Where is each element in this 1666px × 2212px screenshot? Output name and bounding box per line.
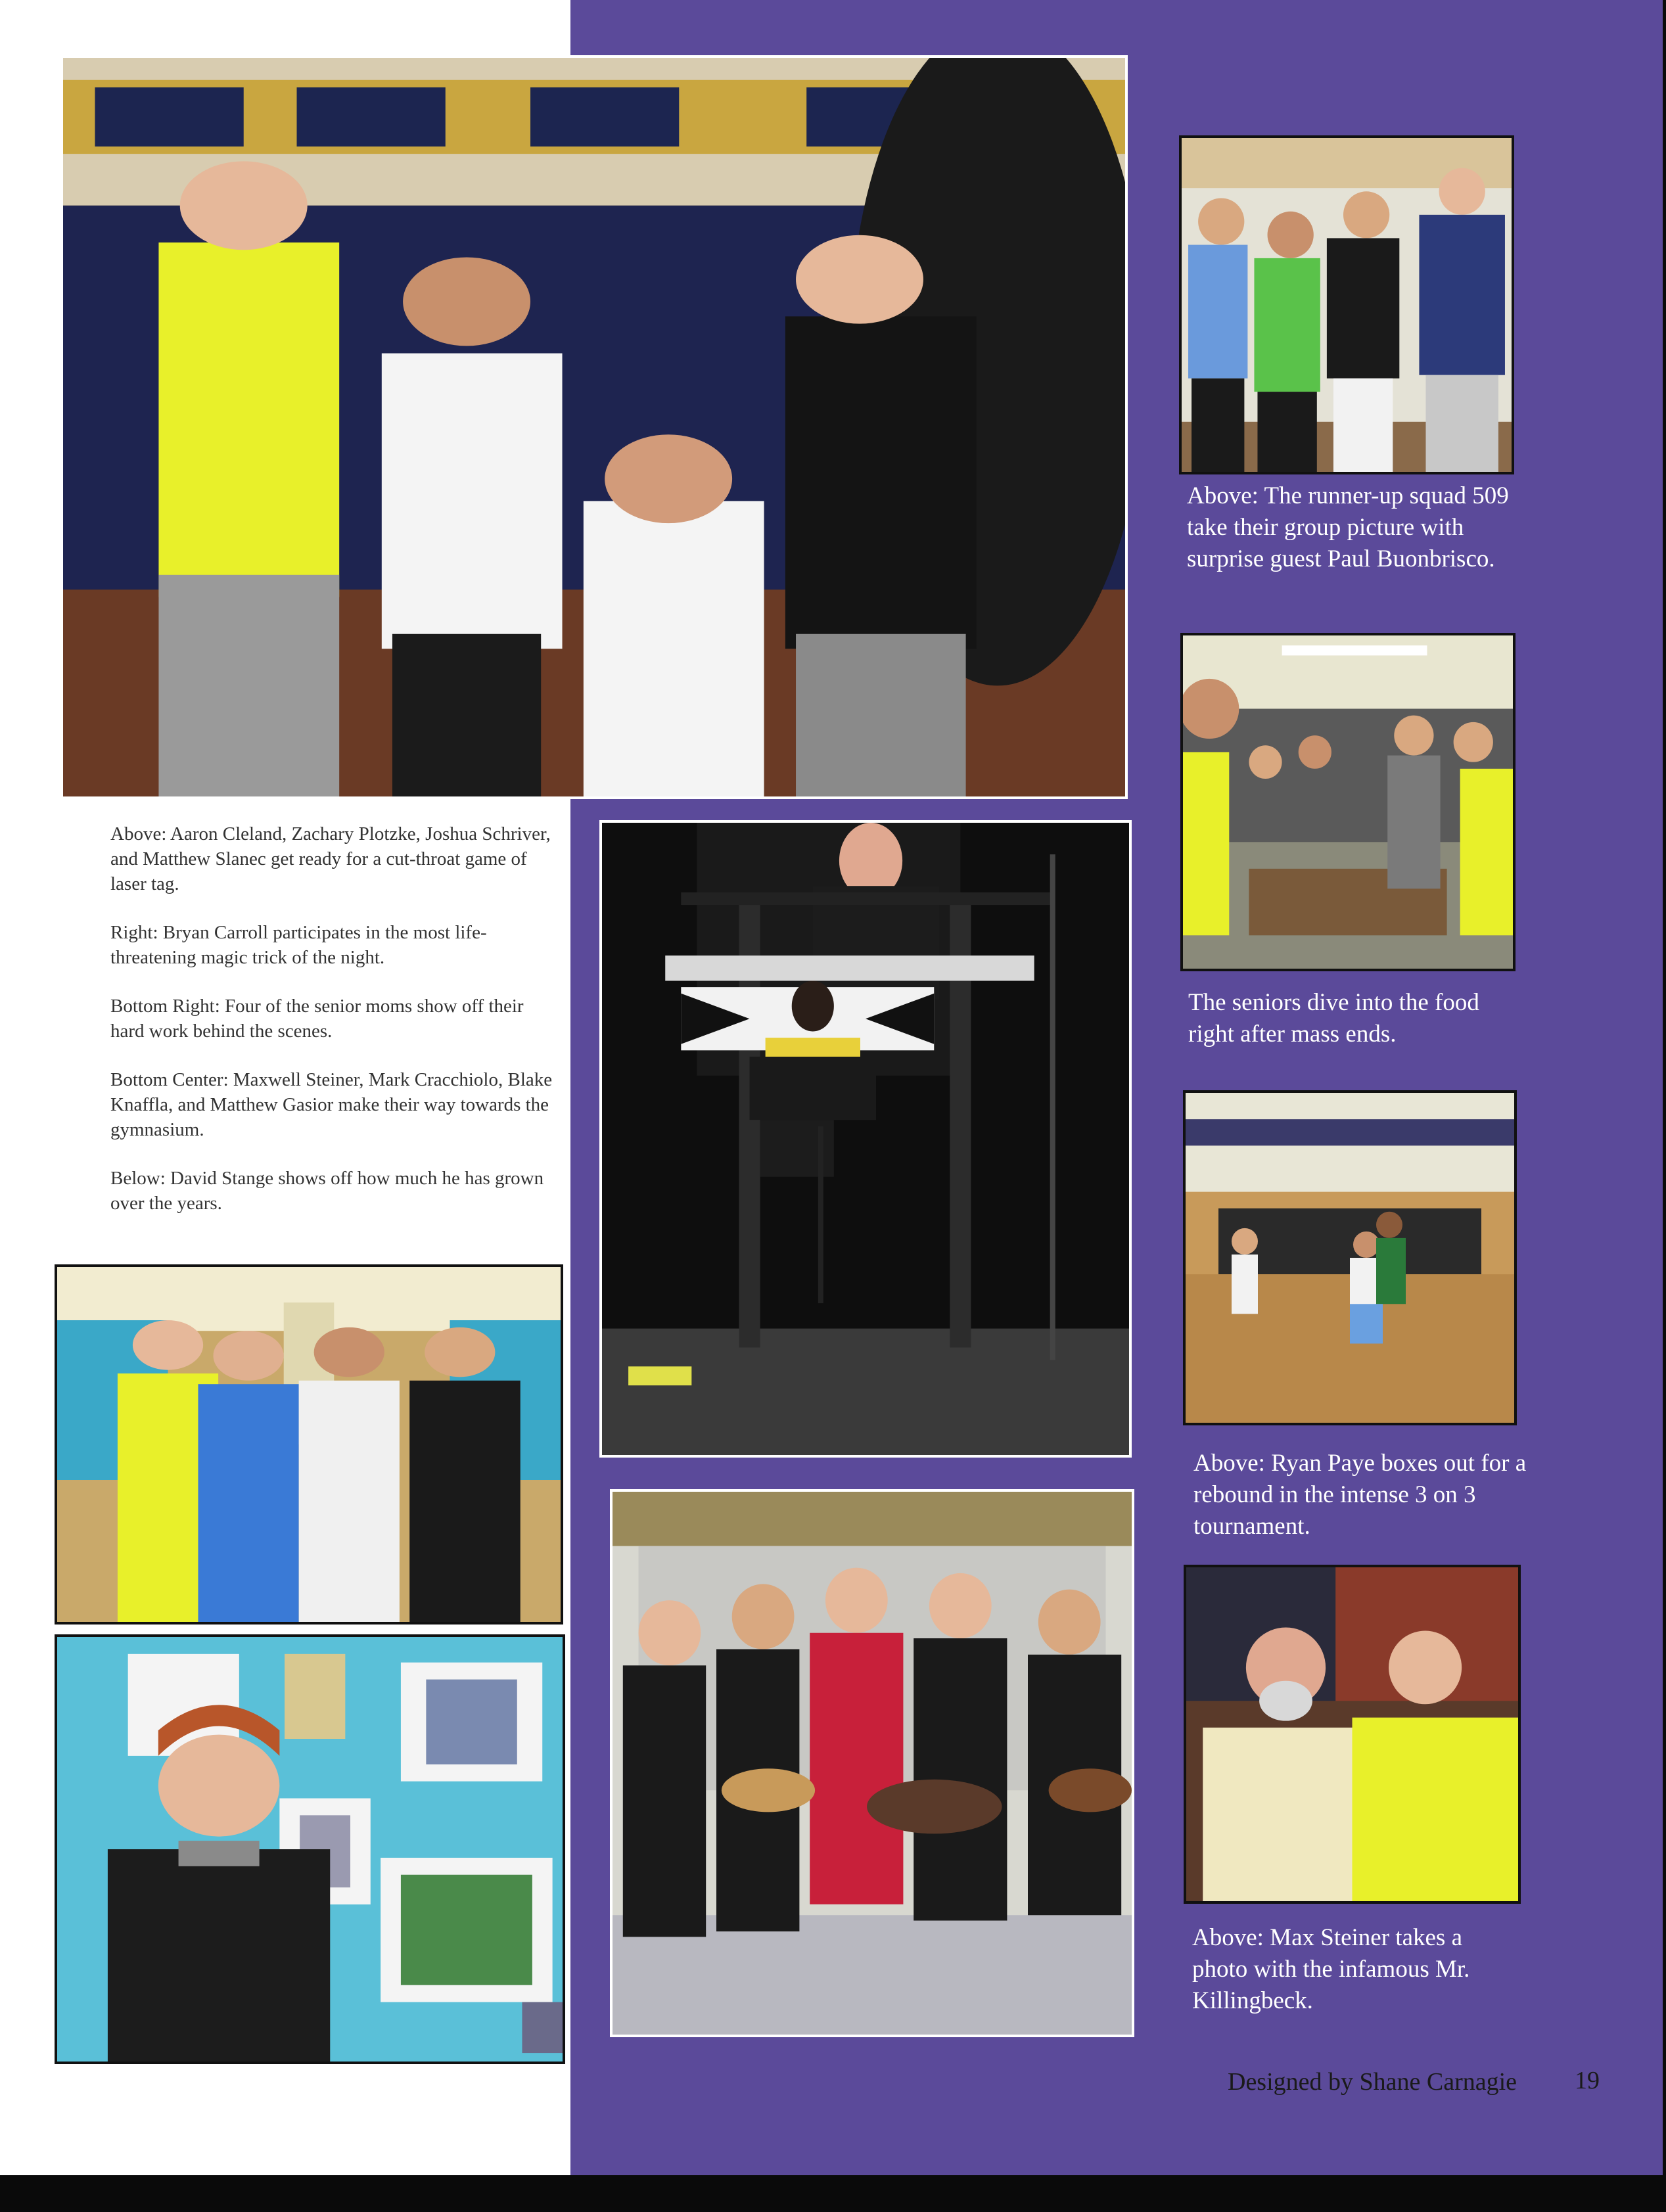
caption-runner-up-squad: Above: The runner-up squad 509 take their group picture with surprise guest Paul Buonbrisco.: [1187, 482, 1509, 572]
photo-magic-trick: [599, 820, 1132, 1458]
designer-credit: Designed by Shane Carnagie: [1228, 2068, 1517, 2096]
photo-senior-moms: [610, 1489, 1134, 2037]
caption-basketball: Above: Ryan Paye boxes out for a rebound in the intense 3 on 3 tournament.: [1193, 1450, 1527, 1540]
photo-runner-up-squad: [1179, 135, 1514, 474]
caption-magic-trick: Right: Bryan Carroll participates in the most life-threatening magic trick of the night.: [110, 922, 487, 968]
caption-laser-tag: Above: Aaron Cleland, Zachary Plotzke, Joshua Schriver, and Matthew Slanec get ready for a cut-throat game of laser tag.: [110, 823, 551, 894]
caption-food-line: The seniors dive into the food right after mass ends.: [1188, 989, 1479, 1048]
photo-growing-up: [55, 1634, 565, 2064]
page-number: 19: [1575, 2067, 1600, 2094]
caption-senior-moms: Bottom Right: Four of the senior moms show off their hard work behind the scenes.: [110, 996, 524, 1042]
photo-basketball: [1183, 1090, 1517, 1425]
photo-killingbeck: [1184, 1565, 1521, 1904]
photo-food-line: [1180, 633, 1516, 971]
left-caption-block: [110, 821, 557, 1239]
caption-growing-up: Below: David Stange shows off how much he has grown over the years.: [110, 1168, 544, 1214]
photo-laser-tag: [60, 55, 1128, 799]
caption-hallway-walk: Bottom Center: Maxwell Steiner, Mark Cracchiolo, Blake Knaffla, and Matthew Gasior make their way towards the gymnasium.: [110, 1069, 553, 1140]
photo-hallway-walk: [55, 1264, 563, 1624]
caption-killingbeck: Above: Max Steiner takes a photo with the infamous Mr. Killingbeck.: [1192, 1924, 1470, 2014]
